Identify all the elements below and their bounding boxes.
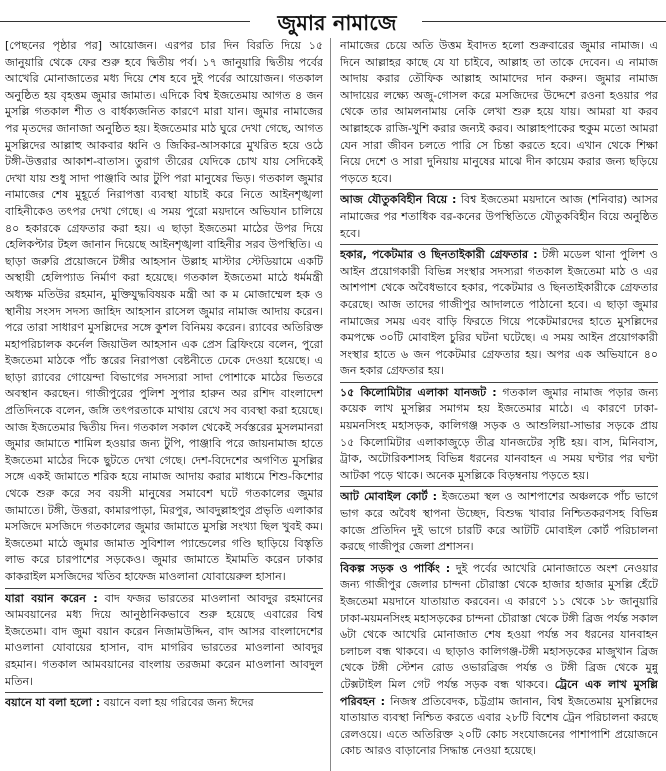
paragraph-text: বিশ্ব ইজতেমা ময়দানে আজ (শনিবার) আসর নামাজের পর শতাধিক বর-কনের উপস্থিতিতে যৌতুকবিহীন বিয়ে অনুষ্ঠিত হবে। [340, 193, 658, 240]
paragraph [340, 489, 658, 555]
subheading: আজ যৌতুকবিহীন বিয়ে : [340, 193, 457, 207]
paragraph: [পেছনের পৃষ্ঠার পর] আয়োজন। এরপর চার দিন বিরতি দিয়ে ১৫ জানুয়ারি থেকে ফের শুরু হবে দ্বিতীয় পর্ব। ১৭ জানুয়ারি দ্বিতীয় পর্বের আখেরি মোনাজাতের মধ্য দিয়ে শেষ হবে দুই পর্বের আয়োজন। গতকাল অনুষ্ঠিত হয় বৃহত্তম জুমার জামাত। এদিকে বিশ্ব ইজতেমায় আগত ৪ জন মুসল্লি গতকাল শীত ও বার্ধক্যজনিত কারণে মারা যান। জুমার নামাজের পর মৃতদের জানাজা অনুষ্ঠিত হয়। ইজতেমার মাঠ ঘুরে দেখা গেছে, আগত মুসল্লিদের আল্লাহু আকবার ধ্বনি ও জিকির-আসকারে মুখরিত হয়ে ওঠে টঙ্গী-উত্তরার আকাশ-বাতাস। তুরাগ তীরের যেদিকে চোখ যায় সেদিকেই দেখা যায় শুধু সাদা পাঞ্জাবি আর টুপি পরা মানুষের ভিড়। গতকাল জুমার নামাজের শেষ মুহূর্তে নিরাপত্তা ব্যবস্থা যাচাই করে নিতে আইনশৃঙ্খলা বাহিনীকেও তৎপর দেখা গেছে। এ সময় পুরো ময়দানে অভিযান চালিয়ে ৪০ হকারকে গ্রেফতার করা হয়। এ ছাড়া ইজতেমা মাঠের উপর দিয়ে হেলিকপ্টার টহল জানান দিয়েছে আইনশৃঙ্খলা বাহিনীর সরব উপস্থিতি। এ ছাড়া জরুরি প্রয়োজনে টঙ্গীর আহসান উল্লাহ মাস্টার স্টেডিয়ামে একটি অস্থায়ী হেলিপ্যাড নির্মাণ করা হয়েছে। গতকাল ইজতেমা মাঠে ধর্মমন্ত্রী অধ্যক্ষ মতিউর রহমান, মুক্তিযুদ্ধবিষয়ক মন্ত্রী আ ক ম মোজাম্মেল হক ও স্থানীয় সংসদ সদস্য জাহিদ আহসান রাসেল জুমার নামাজ আদায় করেন। পরে তারা সাধারণ মুসল্লিদের সঙ্গে কুশল বিনিময় করেন। র‌্যাবের অতিরিক্ত মহাপরিচালক কর্নেল জিয়াউল আহসান এক প্রেস ব্রিফিংয়ে বলেন, পুরো ইজতেমা মাঠকে পাঁচ স্তরের নিরাপত্তা বেষ্টনীতে ঢেকে দেওয়া হয়েছে। এ ছাড়া র‌্যাবের গোয়েন্দা বিভাগের সদস্যরা সাদা পোশাকে মাঠের ভিতরে অবস্থান করছেন। গাজীপুরের পুলিশ সুপার হারুন অর রশিদ বাংলাদেশ প্রতিদিনকে বলেন, জঙ্গি তৎপরতাকে মাথায় রেখে সব ব্যবস্থা করা হয়েছে। আজ ইজতেমার দ্বিতীয় দিন। গতকাল সকাল থেকেই সর্বস্তরের মুসলমানরা জুমার জামাতে শামিল হওয়ার জন্য টুপি, পাঞ্জাবি পরে জায়নামাজ হাতে ইজতেমা মাঠের দিকে ছুটতে দেখা গেছে। দেশ-বিদেশের অগণিত মুসল্লির সঙ্গে একই জামাতে শরিক হয়ে নামাজ আদায় করার মাধ্যমে শিশু-কিশোর থেকে শুরু করে সব বয়সী মানুষের সমাবেশ ঘটে গতকালের জুমার জামাতে। টঙ্গী, উত্তরা, কামারপাড়া, মিরপুর, আবদুল্লাহপুর প্রভৃতি এলাকার মসজিদে মসজিদে গতকালের জুমার জামাতে মুসল্লি সংখ্যা ছিল খুবই কম। ইজতেমা মাঠে জুমার জামাত সুবিশাল প্যান্ডেলের গণ্ডি ছাড়িয়ে বিস্তৃতি লাভ করে চারপাশের সড়কেও। জুমার জামাতে ইমামতি করেন ঢাকার কাকরাইল মসজিদের খতিব হাফেজ মাওলানা যোবায়েরুল হাসান। [5, 39, 323, 583]
divider [340, 244, 658, 245]
page-title: জুমার নামাজে [277, 11, 397, 35]
divider [5, 692, 323, 693]
paragraph-text: বাদ ফজর ভারতের মাওলানা আবদুর রহমানের আমবয়ানের মধ্য দিয়ে আনুষ্ঠানিকভাবে শুরু হয়েছে এবারের বিশ্ব ইজতেমা। বাদ জুমা বয়ান করেন নিজামউদ্দিন, বাদ আসর বাংলাদেশের মাওলানা যোবায়ের হাসান, বাদ মাগরিব ভারতের মাওলানা আবদুর রহমান। গতকাল আমবয়ানের বাংলায় তরজমা করেন মাওলানা আবদুল মতিন। [5, 591, 323, 688]
paragraph [5, 695, 323, 712]
paragraph: নামাজের চেয়ে অতি উত্তম ইবাদত হলো শুক্রবারের জুমার নামাজ। এ দিনে আল্লাহর কাছে যে যা চাইবে, আল্লাহ তা তাকে দেবেন। এ নামাজ আদায় করার তৌফিক আল্লাহ আমাদের দান করুন। জুমার নামাজ আদায়ের লক্ষ্যে অজু-গোসল করে মসজিদের উদ্দেশে রওনা হওয়ার পর থেকে তার আমলনামায় নেকি লেখা শুরু হয়ে যায়। আমরা যা করব আল্লাহকে রাজি-খুশি করার জন্যই করব। আল্লাহপাকের হুকুম মতো আমরা যেন সারা জীবন চলতে পারি সে চিন্তা করতে হবে। এখান থেকে শিক্ষা নিয়ে দেশে ও সারা দুনিয়ায় মানুষের মাঝে দীন কায়েম করার জন্য ছড়িয়ে পড়তে হবে। [340, 39, 658, 185]
paragraph [340, 561, 658, 760]
subheading: হকার, পকেটমার ও ছিনতাইকারী গ্রেফতার : [340, 248, 538, 262]
column-divider [330, 38, 331, 771]
subheading: বয়ানে যা বলা হলো : [5, 696, 101, 710]
divider [340, 486, 658, 487]
paragraph [340, 385, 658, 485]
divider [5, 588, 323, 589]
cropped-text-left [60, 0, 63, 8]
subheading: বিকল্প সড়ক ও পার্কিং : [340, 561, 451, 575]
header-rule-left [0, 21, 250, 22]
paragraph [340, 247, 658, 380]
paragraph-text: গতকাল জুমার নামাজ পড়ার জন্য কয়েক লাখ মুসল্লির সমাগম হয় ইজতেমার মাঠে। এ কারণে ঢাকা-ময়মনসিংহ মহাসড়ক, কালিগঞ্জ সড়ক ও আশুলিয়া-সাভার সড়কে প্রায় ১৫ কিলোমিটার এলাকাজুড়ে তীব্র যানজটের সৃষ্টি হয়। বাস, মিনিবাস, ট্রাক, অটোরিকশাসহ বিভিন্ন ধরনের যানবাহন এ সময় ঘণ্টার পর ঘণ্টা আটকা পড়ে থাকে। অনেক মুসল্লিকে বিড়ম্বনায় পড়তে হয়। [340, 385, 658, 482]
article-column-right [340, 38, 658, 771]
subheading: ট্রেনে এক লাখ মুসল্লি পরিবহন : [340, 677, 658, 708]
header-rule-right [422, 21, 666, 22]
paragraph-text: দুই পর্বের আখেরি মোনাজাতে অংশ নেওয়ার জন্য গাজীপুর জেলার চান্দনা চৌরাস্তা থেকে হাজার হাজার মুসল্লি হেঁটে ইজতেমা ময়দানে যাতায়াত করবেন। এ কারণে ১১ থেকে ১৮ জানুয়ারি ঢাকা-ময়মনসিংহ মহাসড়কের চান্দনা চৌরাস্তা থেকে টঙ্গী ব্রিজ পর্যন্ত সকাল ৬টা থেকে আখেরি মোনাজাত শেষ হওয়া পর্যন্ত সব ধরনের যানবাহন চলাচল বন্ধ থাকবে। এ ছাড়াও কালিগঞ্জ-টঙ্গী মহাসড়কের মাজুখান ব্রিজ থেকে টঙ্গী স্টেশন রোড ওভারব্রিজ পর্যন্ত ও টঙ্গী ব্রিজ থেকে মুন্নু টেক্সটাইল মিল গেট পর্যন্ত সড়ক বন্ধ থাকবে। [340, 561, 658, 691]
previous-section-edge [0, 0, 666, 8]
section-header [0, 9, 666, 37]
subheading: যারা বয়ান করেন : [5, 591, 98, 605]
paragraph-text: বয়ানে বলা হয় গরিবের জন্য ঈদের [103, 696, 254, 710]
paragraph-text: ইজতেমা স্থল ও আশপাশের অঞ্চলকে পাঁচ ভাগে ভাগ করে অবৈধ স্থাপনা উচ্ছেদ, বিশুদ্ধ খাবার নিশ্চিতকরণসহ বিভিন্ন কাজে প্রতিদিন দুই ভাগে চারটি করে আটটি মোবাইল কোর্ট পরিচালনা করছে গাজীপুর জেলা প্রশাসন। [340, 490, 658, 554]
divider [340, 382, 658, 383]
subheading: ১৫ কিলোমিটার এলাকা যানজট : [340, 385, 497, 399]
paragraph-text: নিজস্ব প্রতিবেদক, চট্টগ্রাম জানান, বিশ্ব ইজতেমায় মুসল্লিদের যাতায়াত ব্যবস্থা নিশ্চিত করতে এবার ২৮টি বিশেষ ট্রেন পরিচালনা করছে রেলওয়ে। এতে অতিরিক্ত ২০টি কোচ সংযোজনের পাশাপাশি প্রয়োজনে কোচ আরও বাড়ানোর সিদ্ধান্ত নেওয়া হয়েছে। [340, 694, 658, 758]
divider [340, 558, 658, 559]
subheading: আট মোবাইল কোর্ট : [340, 490, 438, 504]
paragraph [340, 192, 658, 242]
divider [340, 189, 658, 190]
paragraph [5, 591, 323, 691]
paragraph-text: টঙ্গী মডেল থানা পুলিশ ও আইন প্রয়োগকারী বিভিন্ন সংস্থার সদস্যরা গতকাল ইজতেমা মাঠ ও এর আশপাশ থেকে অবৈধভাবে হকার, পকেটমার ও ছিনতাইকারীকে গ্রেফতার করেছে। আজ তাদের গাজীপুর আদালতে পাঠানো হবে। এ ছাড়া জুমার নামাজের সময় এবং বাড়ি ফিরতে গিয়ে পকেটমারদের হাতে মুসল্লিদের কমপক্ষে ৩০টি মোবাইল চুরির ঘটনা ঘটেছে। এ সময় আইন প্রয়োগকারী সংস্থার হাতে ৬ জন পকেটমার গ্রেফতার হয়। অপর এক অভিযানে ৪০ জন হকার গ্রেফতার হয়। [340, 248, 658, 378]
article-column-left [5, 38, 323, 771]
cropped-text-right [425, 0, 428, 8]
